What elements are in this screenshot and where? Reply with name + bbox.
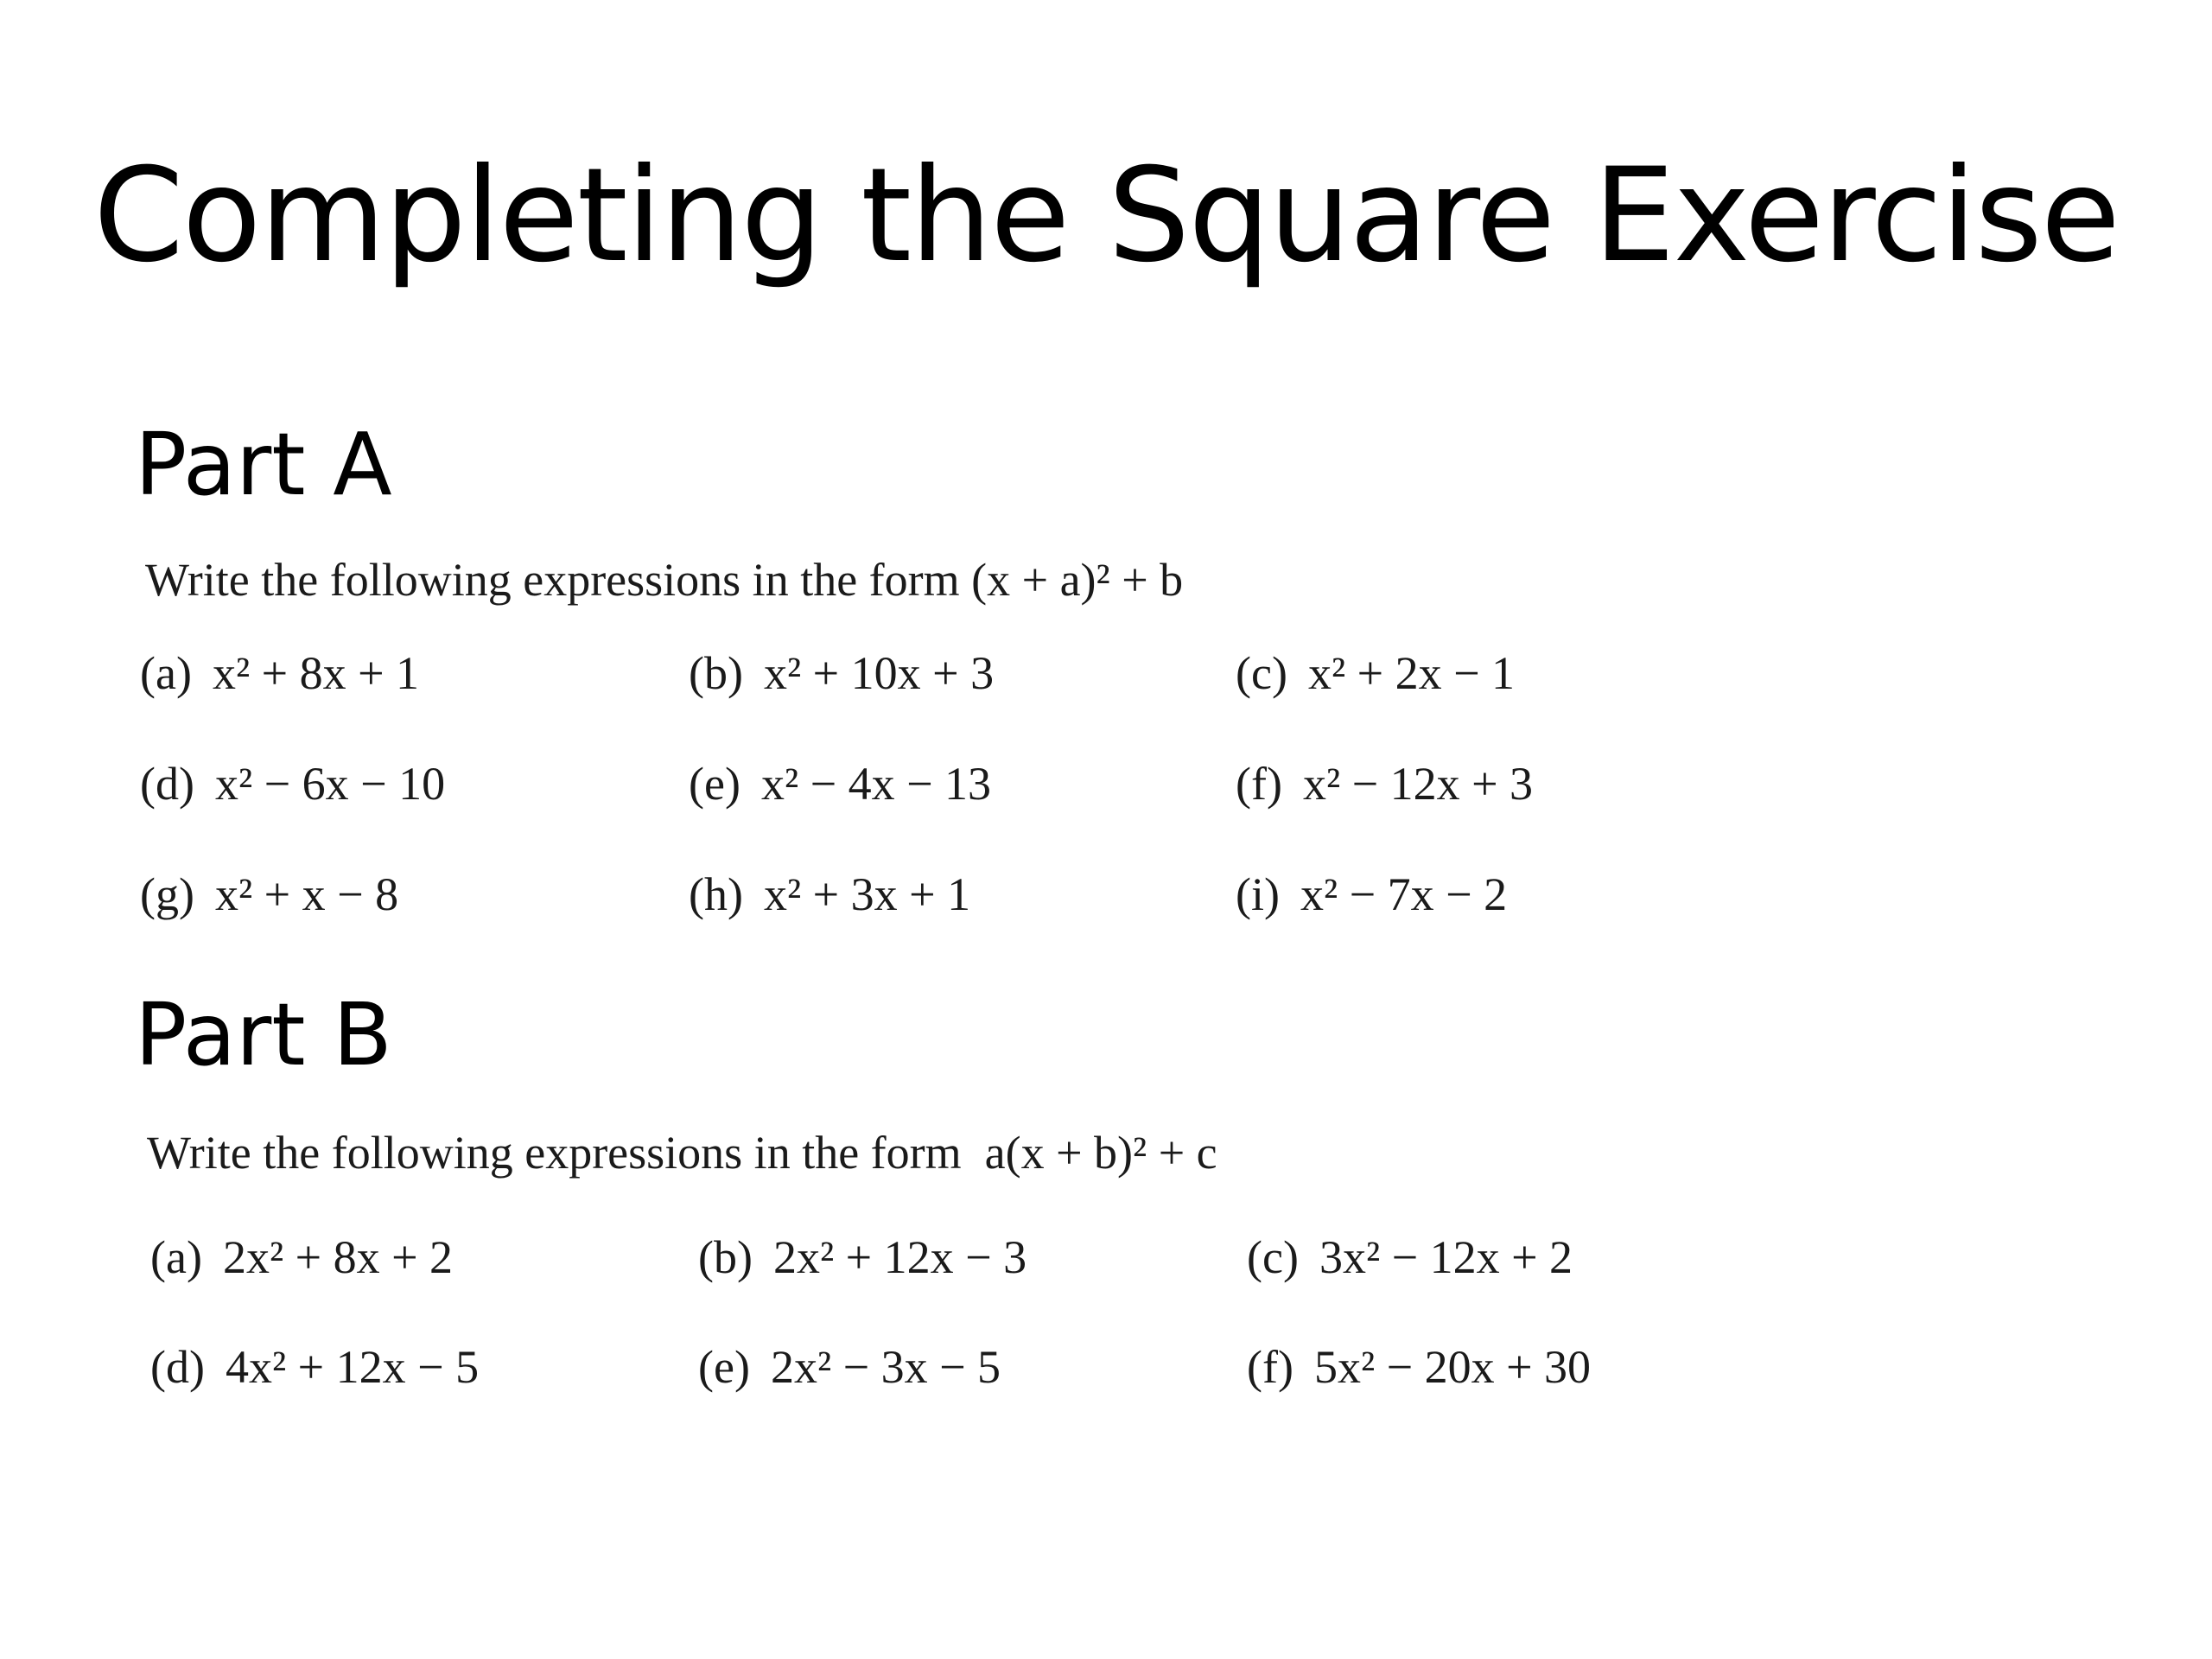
question-label: (c) (1236, 647, 1287, 699)
part-a-question (689, 868, 970, 921)
question-expression: x² + 2x − 1 (1307, 647, 1516, 699)
question-label: (g) (140, 868, 194, 920)
question-expression: x² − 6x − 10 (214, 758, 446, 810)
question-expression: 4x² + 12x − 5 (225, 1341, 480, 1393)
part-b-question (150, 1340, 479, 1394)
part-a-question (1236, 868, 1507, 921)
question-label: (f) (1247, 1341, 1294, 1393)
question-expression: 2x² + 12x − 3 (772, 1231, 1027, 1283)
part-b-question (150, 1230, 453, 1284)
part-b-question (1247, 1340, 1591, 1394)
question-expression: x² − 7x − 2 (1300, 868, 1508, 920)
part-a-question (140, 868, 398, 921)
question-label: (a) (150, 1231, 202, 1283)
question-label: (d) (140, 758, 194, 810)
question-label: (b) (689, 647, 743, 699)
part-a-question (140, 646, 419, 700)
part-b-instruction: Write the following expressions in the form a(x + b)² + c (147, 1127, 1217, 1179)
part-b-heading: Part B (135, 984, 392, 1085)
question-label: (e) (698, 1341, 750, 1393)
part-a-heading: Part A (135, 414, 392, 515)
question-expression: 3x² − 12x + 2 (1319, 1231, 1573, 1283)
question-expression: x² + x − 8 (214, 868, 399, 920)
question-label: (i) (1236, 868, 1280, 920)
part-a-question (1236, 646, 1515, 700)
question-expression: x² − 4x − 13 (760, 758, 992, 810)
question-label: (f) (1236, 758, 1282, 810)
part-a-question (1236, 757, 1533, 810)
question-expression: 2x² + 8x + 2 (222, 1231, 454, 1283)
question-expression: x² + 10x + 3 (763, 647, 995, 699)
page-title: Completing the Square Exercise (92, 141, 2120, 291)
part-b-question (1247, 1230, 1573, 1284)
part-a-question (689, 646, 994, 700)
part-a-instruction: Write the following expressions in the form (x + a)² + b (145, 554, 1184, 606)
part-b-question (698, 1340, 1001, 1394)
part-b-question (698, 1230, 1027, 1284)
question-expression: x² + 3x + 1 (763, 868, 971, 920)
part-a-question (140, 757, 445, 810)
question-label: (a) (140, 647, 192, 699)
question-label: (b) (698, 1231, 753, 1283)
question-expression: x² + 8x + 1 (212, 647, 420, 699)
question-label: (e) (689, 758, 741, 810)
question-label: (d) (150, 1341, 205, 1393)
part-a-question (689, 757, 991, 810)
question-label: (c) (1247, 1231, 1299, 1283)
question-expression: x² − 12x + 3 (1302, 758, 1534, 810)
question-expression: 2x² − 3x − 5 (770, 1341, 1001, 1393)
question-expression: 5x² − 20x + 30 (1313, 1341, 1592, 1393)
question-label: (h) (689, 868, 743, 920)
